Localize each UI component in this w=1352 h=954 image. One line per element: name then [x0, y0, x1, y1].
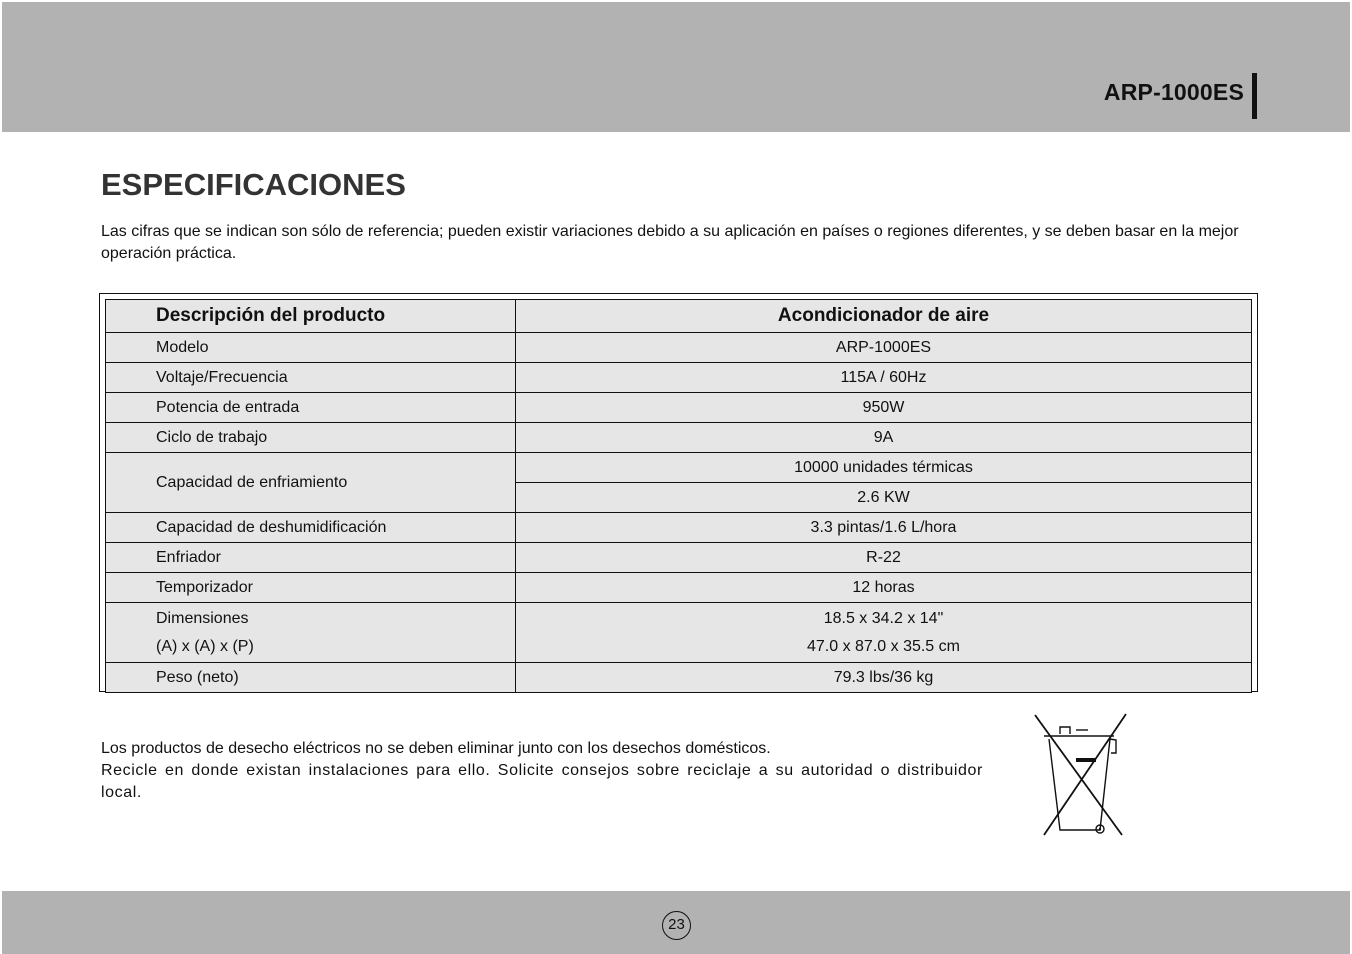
- row-value: ARP-1000ES: [516, 333, 1252, 363]
- row-label: Capacidad de enfriamiento: [106, 453, 516, 513]
- table-row: [106, 573, 1252, 603]
- row-value: 3.3 pintas/1.6 L/hora: [516, 513, 1252, 543]
- table-row: [106, 513, 1252, 543]
- column-header-product: Acondicionador de aire: [516, 300, 1252, 333]
- header-band: [2, 2, 1350, 132]
- dimensions-sublabel: (A) x (A) x (P): [156, 637, 254, 655]
- crossed-out-wheelie-bin-icon: [1030, 710, 1130, 840]
- dimensions-cm: 47.0 x 87.0 x 35.5 cm: [807, 637, 960, 655]
- row-label: Capacidad de deshumidificación: [106, 513, 516, 543]
- row-label: Enfriador: [106, 543, 516, 573]
- row-value: 115A / 60Hz: [516, 363, 1252, 393]
- row-label: Modelo: [106, 333, 516, 363]
- recycling-line-2: Recicle en donde existan instalaciones para ello. Solicite consejos sobre reciclaje a su autoridad o distribuidor local.: [101, 762, 983, 801]
- row-label: Ciclo de trabajo: [106, 423, 516, 453]
- dimensions-label: Dimensiones: [156, 609, 249, 627]
- row-value: 10000 unidades térmicas: [516, 453, 1252, 483]
- table-row: [106, 663, 1252, 693]
- row-label: Potencia de entrada: [106, 393, 516, 423]
- table-row: [106, 363, 1252, 393]
- table-row: [106, 423, 1252, 453]
- header-divider-bar: [1252, 73, 1257, 119]
- table-header-row: [106, 300, 1252, 333]
- row-value: 79.3 lbs/36 kg: [516, 663, 1252, 693]
- row-label: Peso (neto): [106, 663, 516, 693]
- row-value: 2.6 KW: [516, 483, 1252, 513]
- row-value: 950W: [516, 393, 1252, 423]
- table-row: [106, 393, 1252, 423]
- row-value: [516, 603, 1252, 663]
- recycling-line-1: Los productos de desecho eléctricos no se deben eliminar junto con los desechos domésticos.: [101, 740, 771, 757]
- row-value: 12 horas: [516, 573, 1252, 603]
- table-row: [106, 333, 1252, 363]
- row-value: R-22: [516, 543, 1252, 573]
- table-row: [106, 453, 1252, 483]
- recycling-notice: [101, 738, 983, 804]
- column-header-description: Descripción del producto: [106, 300, 516, 333]
- page-number: 23: [662, 911, 691, 940]
- row-label: Voltaje/Frecuencia: [106, 363, 516, 393]
- row-value: 9A: [516, 423, 1252, 453]
- model-name: ARP-1000ES: [1103, 79, 1244, 105]
- table-row: [106, 543, 1252, 573]
- spec-table: [105, 299, 1252, 693]
- table-row: [106, 603, 1252, 663]
- page-title: ESPECIFICACIONES: [101, 167, 406, 202]
- row-label: Temporizador: [106, 573, 516, 603]
- row-label: [106, 603, 516, 663]
- dimensions-inches: 18.5 x 34.2 x 14": [823, 609, 944, 627]
- intro-paragraph: Las cifras que se indican son sólo de referencia; pueden existir variaciones debido a su aplicación en países o regiones diferentes, y se deben basar en la mejor operación práctica.: [101, 223, 1239, 262]
